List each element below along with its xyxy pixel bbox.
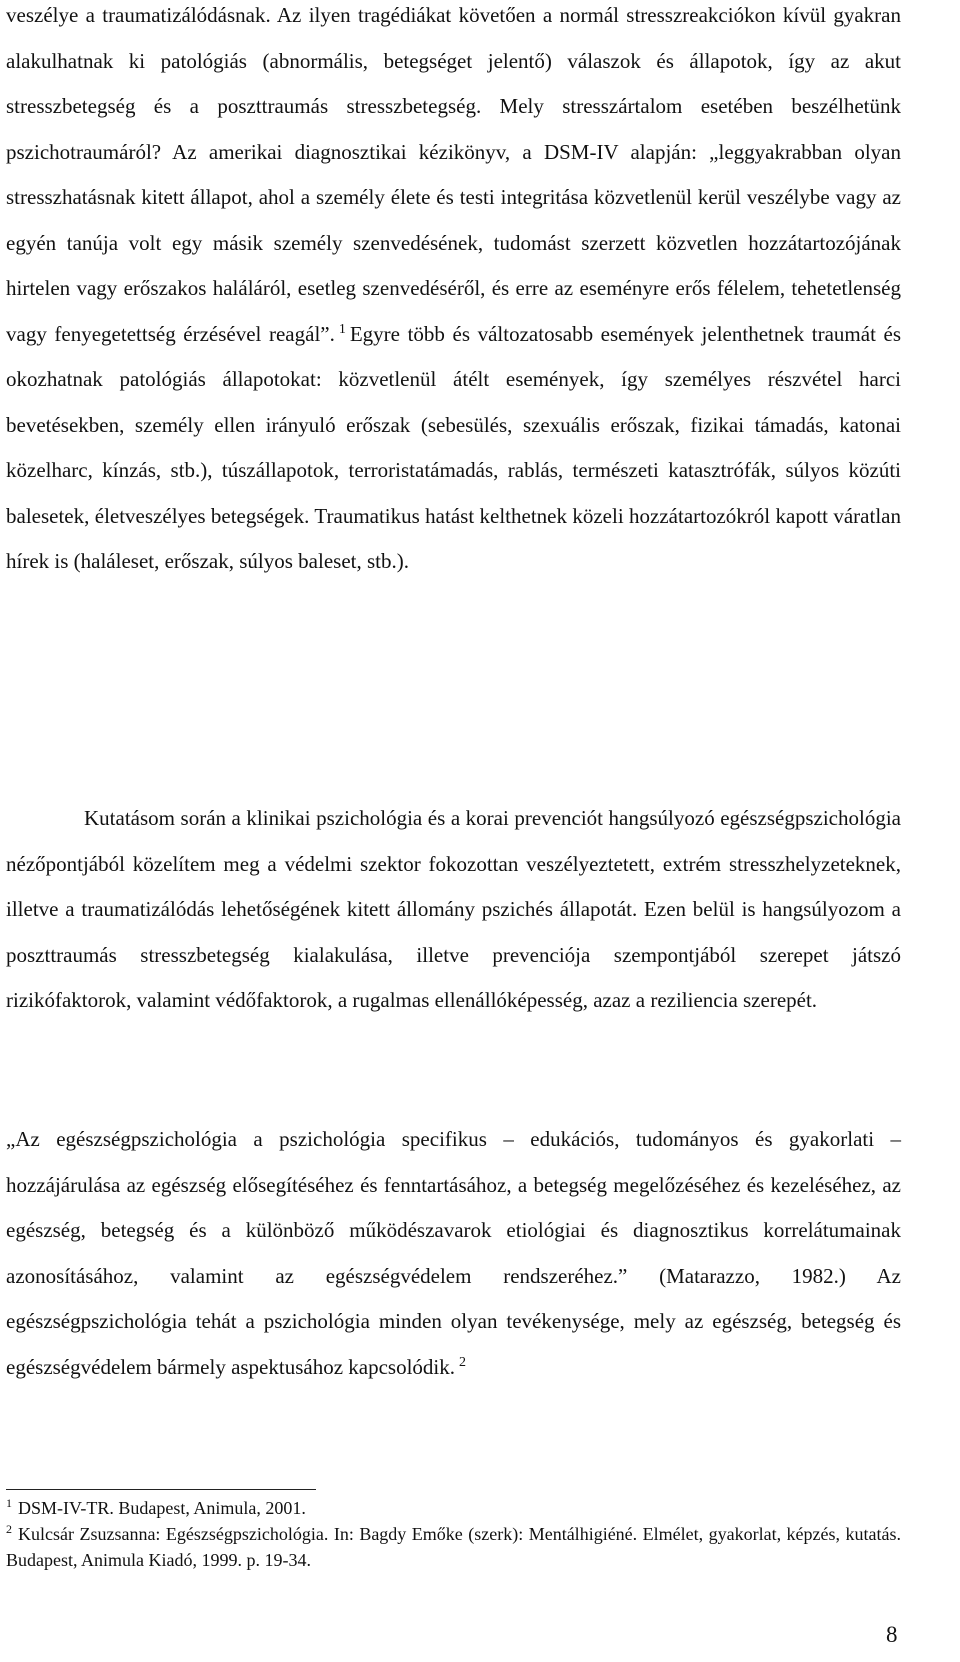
footnote-2: [6, 1521, 901, 1573]
footnote-2-number: 2: [6, 1522, 12, 1536]
footnote-2-text: Kulcsár Zsuzsanna: Egészségpszichológia. In: Bagdy Emőke (szerk): Mentálhigiéné. Elmélet, gyakorlat, képzés, kutatás. Budapest, Animula Kiadó, 1999. p. 19-34.: [6, 1524, 901, 1570]
footnote-ref-1[interactable]: 1: [338, 321, 346, 337]
body-paragraph-3: [6, 1117, 901, 1390]
body-paragraph-1: [6, 0, 901, 585]
footnote-1-number: 1: [6, 1496, 12, 1510]
paragraph-1-continuation: Egyre több és változatosabb események jelenthetnek traumát és okozhatnak patológiás állapotokat: közvetlenül átélt események, így személyes részvétel harci bevetésekben, személy ellen irányuló erőszak (sebesülés, szexuális erőszak, fizikai támadás, katonai közelharc, kínzás, stb.), túszállapotok, terroristatámadás, rablás, természeti katasztrófák, súlyos közúti balesetek, életveszélyes betegségek. Traumatikus hatást kelthetnek közeli hozzátartozókról kapott váratlan hírek is (haláleset, erőszak, súlyos baleset, stb.).: [6, 321, 901, 573]
paragraph-1-text: veszélye a traumatizálódásnak. Az ilyen tragédiákat követően a normál stresszreakciókon kívül gyakran alakulhatnak ki patológiás (abnormális, betegséget jelentő) válaszok és állapotok, így az akut stresszbetegség és a poszttraumás stresszbetegség. Mely stresszártalom esetében beszélhetünk pszichotraumáról? Az amerikai diagnosztikai kézikönyv, a DSM-IV alapján: „leggyakrabban olyan stresszhatásnak kitett állapot, ahol a személy élete és testi integritása közvetlenül kerül veszélybe vagy az egyén tanúja volt egy másik személy szenvedésének, tudomást szerzett közvetlen hozzátartozójának hirtelen vagy erőszakos haláláról, esetleg szenvedéséről, és erre az eseményre erős félelem, tehetetlenség vagy fenyegetettség érzésével reagál”.: [6, 3, 901, 346]
footnote-ref-2[interactable]: 2: [459, 1354, 467, 1370]
footnotes: [6, 1495, 901, 1573]
paragraph-3-text: „Az egészségpszichológia a pszichológia specifikus – edukációs, tudományos és gyakorlati – hozzájárulása az egészség elősegítéséhez és fenntartásához, a betegség megelőzéséhez és kezeléséhez, az egészség, betegség és a különböző működészavarok etiológiai és diagnosztikus korrelátumainak azonosításához, valamint az egészségvédelem rendszeréhez.” (Matarazzo, 1982.) Az egészségpszichológia tehát a pszichológia minden olyan tevékenysége, mely az egészség, betegség és egészségvédelem bármely aspektusához kapcsolódik.: [6, 1127, 901, 1379]
body-paragraph-2: Kutatásom során a klinikai pszichológia és a korai prevenciót hangsúlyozó egészségpszichológia nézőpontjából közelítem meg a védelmi szektor fokozottan veszélyeztetett, extrém stresszhelyzeteknek, illetve a traumatizálódás lehetőségének kitett állomány pszichés állapotát. Ezen belül is hangsúlyozom a poszttraumás stresszbetegség kialakulása, illetve prevenciója szempontjából szerepet játszó rizikófaktorok, valamint védőfaktorok, a rugalmas ellenállóképesség, azaz a reziliencia szerepét.: [6, 806, 901, 1012]
footnote-1-text: DSM-IV-TR. Budapest, Animula, 2001.: [18, 1498, 306, 1518]
page-number: 8: [886, 1622, 898, 1647]
footnote-1: [6, 1495, 901, 1521]
footnote-separator: [6, 1489, 316, 1490]
